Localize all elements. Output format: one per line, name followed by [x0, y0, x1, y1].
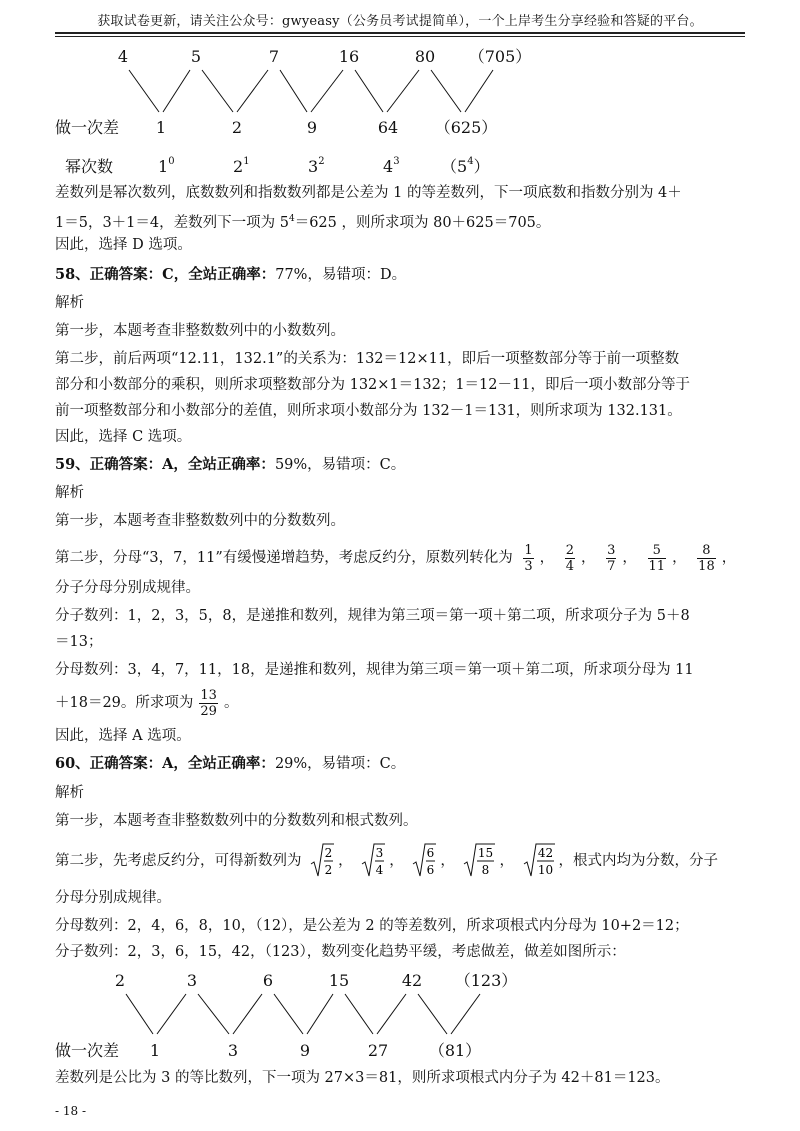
power-term: $3^2$ [308, 156, 325, 176]
q59-conclusion: 因此，选择 A 选项。 [55, 728, 191, 744]
q59-title: 59、正确答案：A，全站正确率：59%，易错项：C。 [55, 456, 406, 473]
diff-term: 27 [367, 1041, 389, 1060]
diff-term: 9 [306, 118, 318, 137]
q58-title: 58、正确答案：C，全站正确率：77%，易错项：D。 [55, 266, 407, 283]
svg-text:10: 10 [537, 863, 553, 877]
q59-analysis-label: 解析 [55, 485, 84, 501]
difference-diagram-2 [55, 966, 745, 1066]
q60-step: 第一步，本题考查非整数数列中的分数数列和根式数列。 [55, 813, 418, 829]
top-term: 16 [338, 47, 360, 66]
power-term-answer: $(5^4)$ [441, 156, 490, 176]
top-term: 7 [268, 47, 280, 66]
q60-title: 60、正确答案：A，全站正确率：29%，易错项：C。 [55, 755, 406, 772]
answer-fraction: $\frac{13}{29}$ [200, 687, 217, 719]
radical-fraction [361, 842, 385, 880]
diff-term-answer: （625） [434, 118, 498, 137]
top-term: 6 [262, 971, 274, 990]
svg-text:2: 2 [324, 846, 333, 860]
row-label: 做一次差 [55, 118, 120, 137]
svg-text:42: 42 [537, 846, 553, 860]
svg-text:2: 2 [324, 863, 333, 877]
svg-text:3: 3 [375, 846, 384, 860]
top-term: 4 [117, 47, 129, 66]
q58-step: 前一项整数部分和小数部分的差值，则所求项小数部分为 132－1＝131，则所求项为 132.131。 [55, 403, 682, 419]
top-term: 2 [114, 971, 126, 990]
top-term-answer: （705） [468, 47, 532, 66]
diff-term: 1 [155, 118, 167, 137]
svg-text:6: 6 [427, 863, 435, 877]
q60-step: 分子数列：2，3，6，15，42，（123），数列变化趋势平缓，考虑做差，做差如图所示： [55, 944, 626, 960]
q59-step: 分子分母分别成规律。 [55, 580, 200, 596]
svg-text:6: 6 [427, 846, 435, 860]
q59-step: 第一步，本题考查非整数数列中的分数数列。 [55, 513, 345, 529]
q57-text: 差数列是幂次数列，底数数列和指数数列都是公差为 1 的等差数列，下一项底数和指数分别为 4＋ [55, 185, 682, 201]
power-term: $2^1$ [233, 156, 250, 176]
radical-fraction [523, 842, 555, 880]
diff-term: 9 [299, 1041, 311, 1060]
power-label: 幂次数 [65, 157, 114, 176]
difference-lines [126, 994, 480, 1034]
q58-analysis-label: 解析 [55, 295, 84, 311]
svg-text:4: 4 [375, 863, 384, 877]
difference-diagram-1 [55, 42, 745, 182]
top-term: 15 [328, 971, 350, 990]
diff-term-answer: （81） [428, 1041, 482, 1060]
power-term: $1^0$ [158, 156, 175, 176]
q60-step-roots: 第二步，先考虑反约分，可得新数列为 2 2 ， 3 4 ， 6 6 ， 15 8 ， 42 10 ，根式内均为分数，分子 [55, 842, 745, 880]
top-term-answer: （123） [454, 971, 518, 990]
radical-fraction [463, 842, 495, 880]
radical-fraction [310, 842, 334, 880]
fraction: $\frac{3}{7}$ [607, 542, 616, 574]
diff-term: 2 [231, 118, 243, 137]
q60-step: 差数列是公比为 3 的等比数列，下一项为 27×3＝81，则所求项根式内分子为 42＋81＝123。 [55, 1070, 670, 1086]
top-term: 5 [190, 47, 202, 66]
page-header: 获取试卷更新，请关注公众号：gwyeasy（公务员考试提简单），一个上岸考生分享经验和答疑的平台。 [97, 14, 703, 29]
diff-term: 64 [377, 118, 399, 137]
fraction: $\frac{1}{3}$ [524, 542, 533, 574]
svg-text:15: 15 [478, 846, 494, 860]
q59-step: 分子数列：1，2，3，5，8，是递推和数列，规律为第三项＝第一项＋第二项，所求项分子为 5＋8 [55, 608, 690, 624]
row-label: 做一次差 [55, 1041, 120, 1060]
diff-term: 1 [149, 1041, 161, 1060]
page-number: - 18 - [55, 1104, 87, 1118]
svg-text:8: 8 [482, 863, 490, 877]
fraction: $\frac{5}{11}$ [648, 542, 666, 574]
q58-step: 部分和小数部分的乘积，则所求项整数部分为 132×1＝132；1＝12－11，即后一项小数部分等于 [55, 377, 690, 393]
header-rule [55, 32, 745, 34]
top-term: 3 [186, 971, 198, 990]
radical-fraction [412, 842, 436, 880]
q58-conclusion: 因此，选择 C 选项。 [55, 429, 192, 445]
q57-conclusion: 因此，选择 D 选项。 [55, 237, 192, 253]
q59-step: ＝13； [55, 634, 103, 650]
q57-text: 1＝5，3＋1＝4，差数列下一项为 $5^4=625$ ，则所求项为 80＋625＝705。 [55, 214, 551, 231]
diff-term: 3 [227, 1041, 239, 1060]
q60-step: 分母数列：2，4，6，8，10，（12），是公差为 2 的等差数列，所求项根式内分母为 10+2＝12； [55, 918, 689, 934]
q60-analysis-label: 解析 [55, 785, 84, 801]
q59-step-fractions: 第二步，分母“3，7，11”有缓慢递增趋势，考虑反约分，原数列转化为 $\frac{1}{3}$ ， $\frac{2}{4}$ ， $\frac{3}{7}$ ， $\frac{5}{11}$ ， $\frac{8}{18}$ ， [55, 542, 737, 574]
q59-step-answer: ＋18＝29。所求项为 $\frac{13}{29}$ 。 [55, 687, 239, 719]
fraction: $\frac{2}{4}$ [565, 542, 575, 574]
difference-lines [129, 70, 493, 112]
q60-step: 分母分别成规律。 [55, 890, 171, 906]
q59-step: 分母数列：3，4，7，11，18，是递推和数列，规律为第三项＝第一项＋第二项，所求项分母为 11 [55, 662, 694, 678]
header-rule-thin [55, 36, 745, 37]
q58-step: 第一步，本题考查非整数数列中的小数数列。 [55, 323, 345, 339]
top-term: 42 [401, 971, 423, 990]
top-term: 80 [414, 47, 436, 66]
power-term: $4^3$ [383, 156, 400, 176]
q58-step: 第二步，前后两项“12.11，132.1”的关系为：132＝12×11，即后一项整数部分等于前一项整数 [55, 351, 680, 367]
fraction: $\frac{8}{18}$ [698, 542, 715, 574]
